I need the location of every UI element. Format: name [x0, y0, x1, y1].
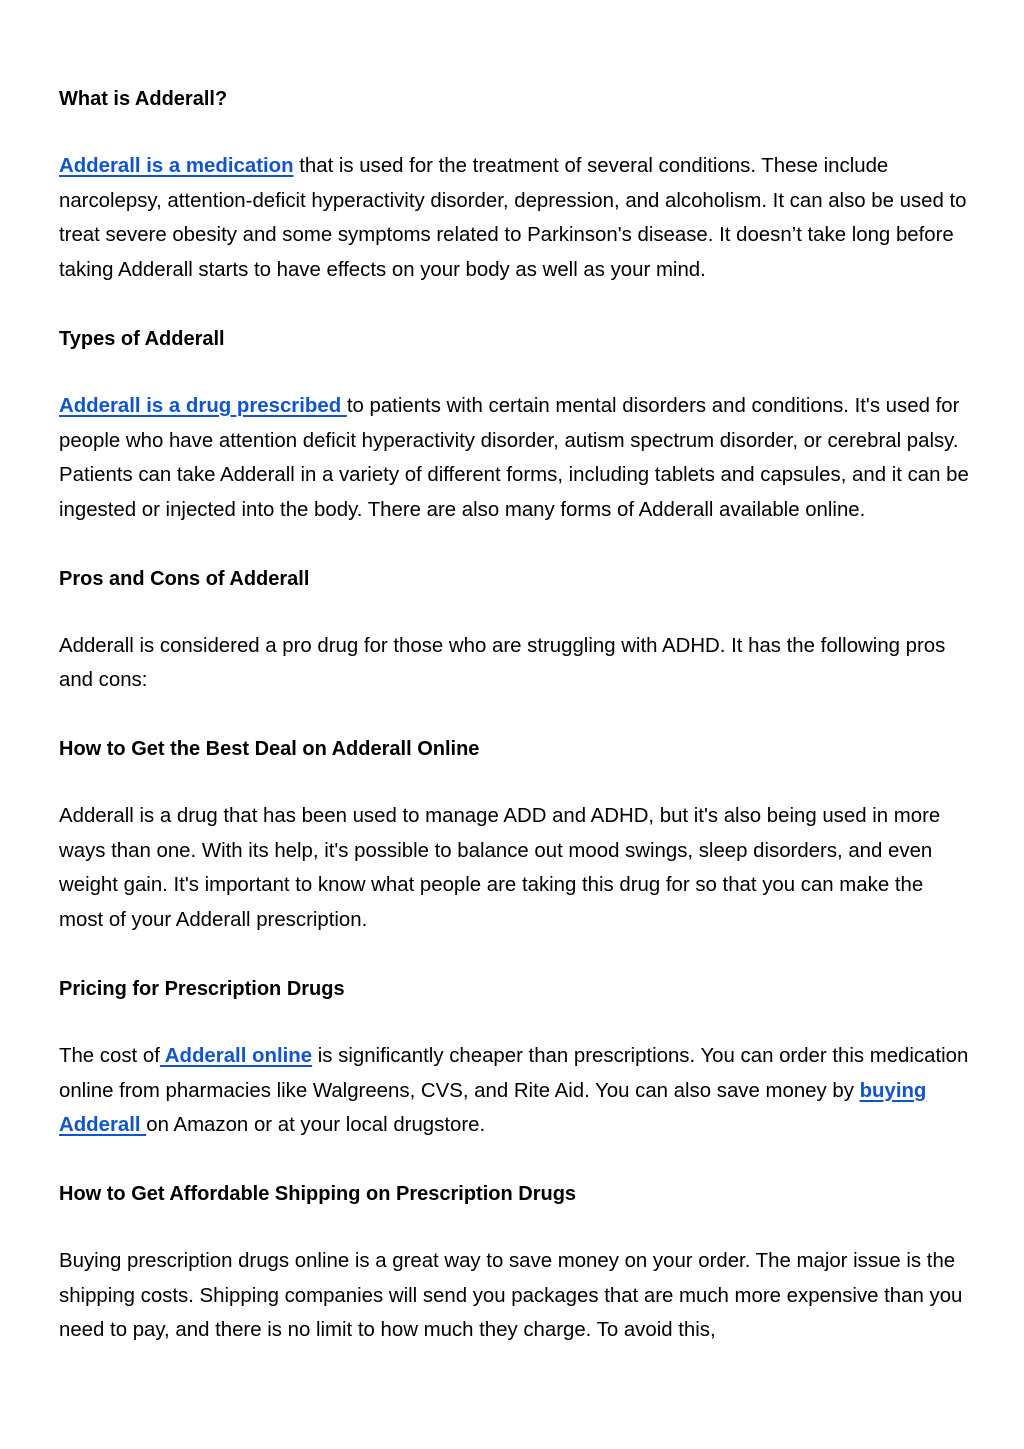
- link-adderall-online[interactable]: Adderall online: [159, 1044, 313, 1067]
- heading-pros-and-cons: Pros and Cons of Adderall: [59, 567, 310, 590]
- paragraph-text: is significantly cheaper than prescriptions. You can order this medication online from pharmacies like Walgreens, CVS, and Rite Aid. You can also save money by: [59, 1044, 969, 1102]
- paragraph-best-deal-online: Adderall is a drug that has been used to manage ADD and ADHD, but it's also being used in more ways than one. With its help, it's possible to balance out mood swings, sleep disorders, and even weight gain. It's important to know what people are taking this drug for so that you can make the most of your Adderall prescription.: [59, 805, 941, 932]
- document-page: [59, 84, 969, 1348]
- paragraph-text: The cost of: [59, 1044, 160, 1067]
- link-adderall-is-a-medication[interactable]: Adderall is a medication: [59, 155, 294, 177]
- paragraph-text: on Amazon or at your local drugstore.: [146, 1114, 486, 1137]
- heading-affordable-shipping: How to Get Affordable Shipping on Prescription Drugs: [59, 1182, 577, 1205]
- paragraph-types-of-adderall: [59, 389, 969, 528]
- paragraph-text: to patients with certain mental disorders and conditions. It's used for people who have attention deficit hyperactivity disorder, autism spectrum disorder, or cerebral palsy. Patients can take Adderall in a variety of different forms, including tablets and capsules, and it can be ingested or injected into the body. There are also many forms of Adderall available online.: [59, 394, 969, 521]
- heading-best-deal-online: How to Get the Best Deal on Adderall Online: [59, 738, 480, 761]
- link-adderall-is-a-drug-prescribed[interactable]: Adderall is a drug prescribed: [59, 394, 347, 417]
- paragraph-pricing: [59, 1039, 969, 1143]
- paragraph-pros-and-cons: Adderall is considered a pro drug for those who are struggling with ADHD. It has the following pros and cons:: [59, 634, 946, 692]
- paragraph-affordable-shipping: Buying prescription drugs online is a great way to save money on your order. The major issue is the shipping costs. Shipping companies will send you packages that are much more expensive than you need to pay, and there is no limit to how much they charge. To avoid this,: [59, 1249, 963, 1342]
- paragraph-text: that is used for the treatment of several conditions. These include narcolepsy, attention-deficit hyperactivity disorder, depression, and alcoholism. It can also be used to treat severe obesity and some symptoms related to Parkinson's disease. It doesn’t take long before taking Adderall starts to have effects on your body as well as your mind.: [59, 155, 967, 282]
- link-buying-adderall[interactable]: buying Adderall: [59, 1079, 927, 1137]
- paragraph-what-is-adderall: [59, 149, 969, 288]
- heading-pricing: Pricing for Prescription Drugs: [59, 977, 345, 1000]
- heading-types-of-adderall: Types of Adderall: [59, 327, 225, 350]
- heading-what-is-adderall: What is Adderall?: [59, 88, 228, 110]
